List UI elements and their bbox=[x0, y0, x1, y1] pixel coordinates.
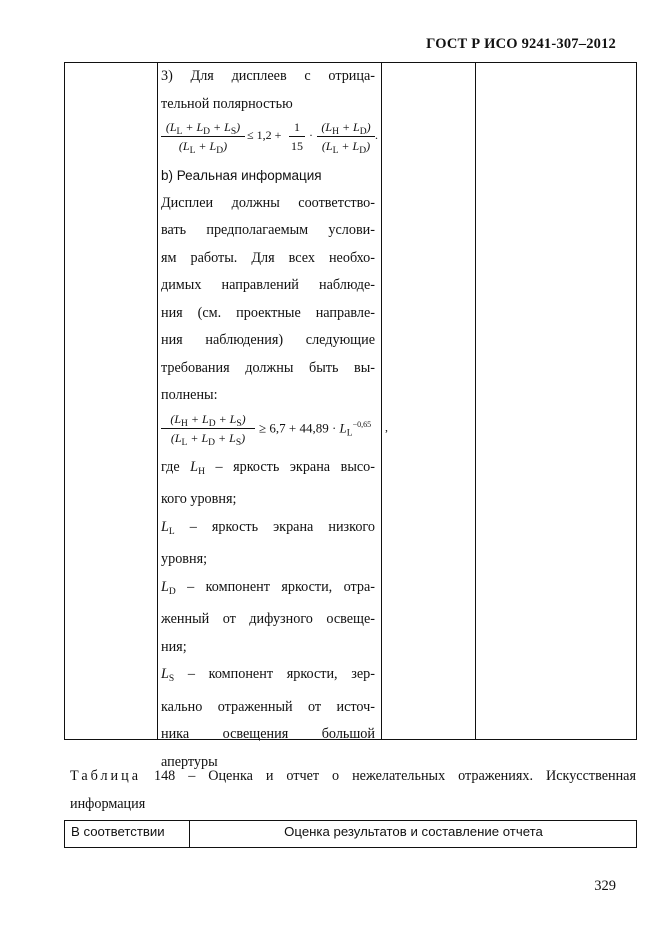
text-line: тельной полярностью bbox=[161, 95, 293, 112]
continuation-table bbox=[64, 62, 637, 770]
text-line: апертуры bbox=[161, 753, 218, 770]
requirements-cell bbox=[161, 63, 388, 776]
column-divider bbox=[189, 821, 190, 847]
text-line: ника освещения большой bbox=[161, 726, 375, 742]
text-line: 3) Для дисплеев с отрицa- bbox=[161, 68, 375, 84]
formula-coef-num: 1 bbox=[294, 120, 300, 134]
text-line: ния наблюдения) следующие bbox=[161, 332, 375, 348]
formula-relation: ≤ 1,2 + bbox=[247, 128, 282, 142]
column-header-evaluation: Оценка результатов и составление отчета bbox=[284, 824, 543, 839]
text-line: уровня; bbox=[161, 551, 208, 567]
formula-denominator: $(L_L + L_D + L_S)$ bbox=[170, 430, 246, 448]
definition-line: $L_S$ – компонент яркости, зер- bbox=[161, 666, 375, 684]
caption-text: 148 – Оценка и отчет о нежелательных отражениях. Искусственная bbox=[153, 768, 637, 784]
column-divider bbox=[475, 63, 476, 739]
text-line: полнены: bbox=[161, 387, 218, 403]
text-line: женный от дифузного освеще- bbox=[161, 611, 375, 627]
formula-denominator: $(L_L + L_D)$ bbox=[178, 139, 228, 156]
formula-rhs: ≥ $6,7 + 44,89 \cdot L_L^{-0,65}$ bbox=[259, 419, 372, 438]
text-line: требования должны быть вы- bbox=[161, 359, 375, 376]
formula-rhs-numerator: $(L_H + L_D)$ bbox=[321, 120, 371, 137]
section-b-title: b) Реальная информация bbox=[161, 168, 322, 183]
formula-numerator: $(L_H + L_D + L_S)$ bbox=[170, 411, 246, 429]
column-divider bbox=[157, 63, 158, 739]
text-line: димых направлений наблюде- bbox=[161, 277, 375, 293]
text-line: кого уровня; bbox=[161, 491, 237, 507]
column-header-conformance: В соответствии bbox=[71, 824, 165, 839]
text-line: ния (см. проектные направле- bbox=[161, 304, 375, 321]
table-caption bbox=[70, 763, 636, 818]
definition-line: $L_L$ – яркость экрана низкого bbox=[161, 518, 375, 537]
formula-numerator: $(L_L + L_D + L_S)$ bbox=[165, 120, 241, 137]
text-line: вать предполагаемым услови- bbox=[161, 222, 375, 238]
formula-negative-polarity: $(L_L + L_D + L_S)$ $(L_L + L_D)$ ≤ 1,2 + 1 15 · $(L_H + L_D)$ $(L_L + L_D)$ . bbox=[161, 118, 375, 162]
text-line: Дисплеи должны соответство- bbox=[161, 194, 375, 211]
formula-real-information: $(L_H + L_D + L_S)$ $(L_L + L_D + L_S)$ ≥ $6,7 + 44,89 \cdot L_L^{-0,65}$ , bbox=[161, 410, 375, 454]
column-divider bbox=[381, 63, 382, 739]
formula-coef-den: 15 bbox=[291, 139, 303, 153]
definition-line: где $L_H$ – яркость экрана высо- bbox=[161, 458, 375, 477]
text-line: ния; bbox=[161, 638, 187, 655]
caption-label: Таблица bbox=[70, 768, 142, 784]
table-148-header bbox=[64, 820, 637, 848]
text-line: ям работы. Для всех необхо- bbox=[161, 249, 375, 266]
formula-rhs-denominator: $(L_L + L_D)$ bbox=[321, 139, 371, 156]
definition-line: $L_D$ – компонент яркости, отра- bbox=[161, 578, 375, 597]
caption-text: информация bbox=[70, 795, 146, 812]
page-number: 329 bbox=[594, 878, 616, 894]
text-line: кально отраженный от источ- bbox=[161, 698, 375, 715]
standard-code: ГОСТ Р ИСО 9241-307–2012 bbox=[426, 36, 616, 52]
